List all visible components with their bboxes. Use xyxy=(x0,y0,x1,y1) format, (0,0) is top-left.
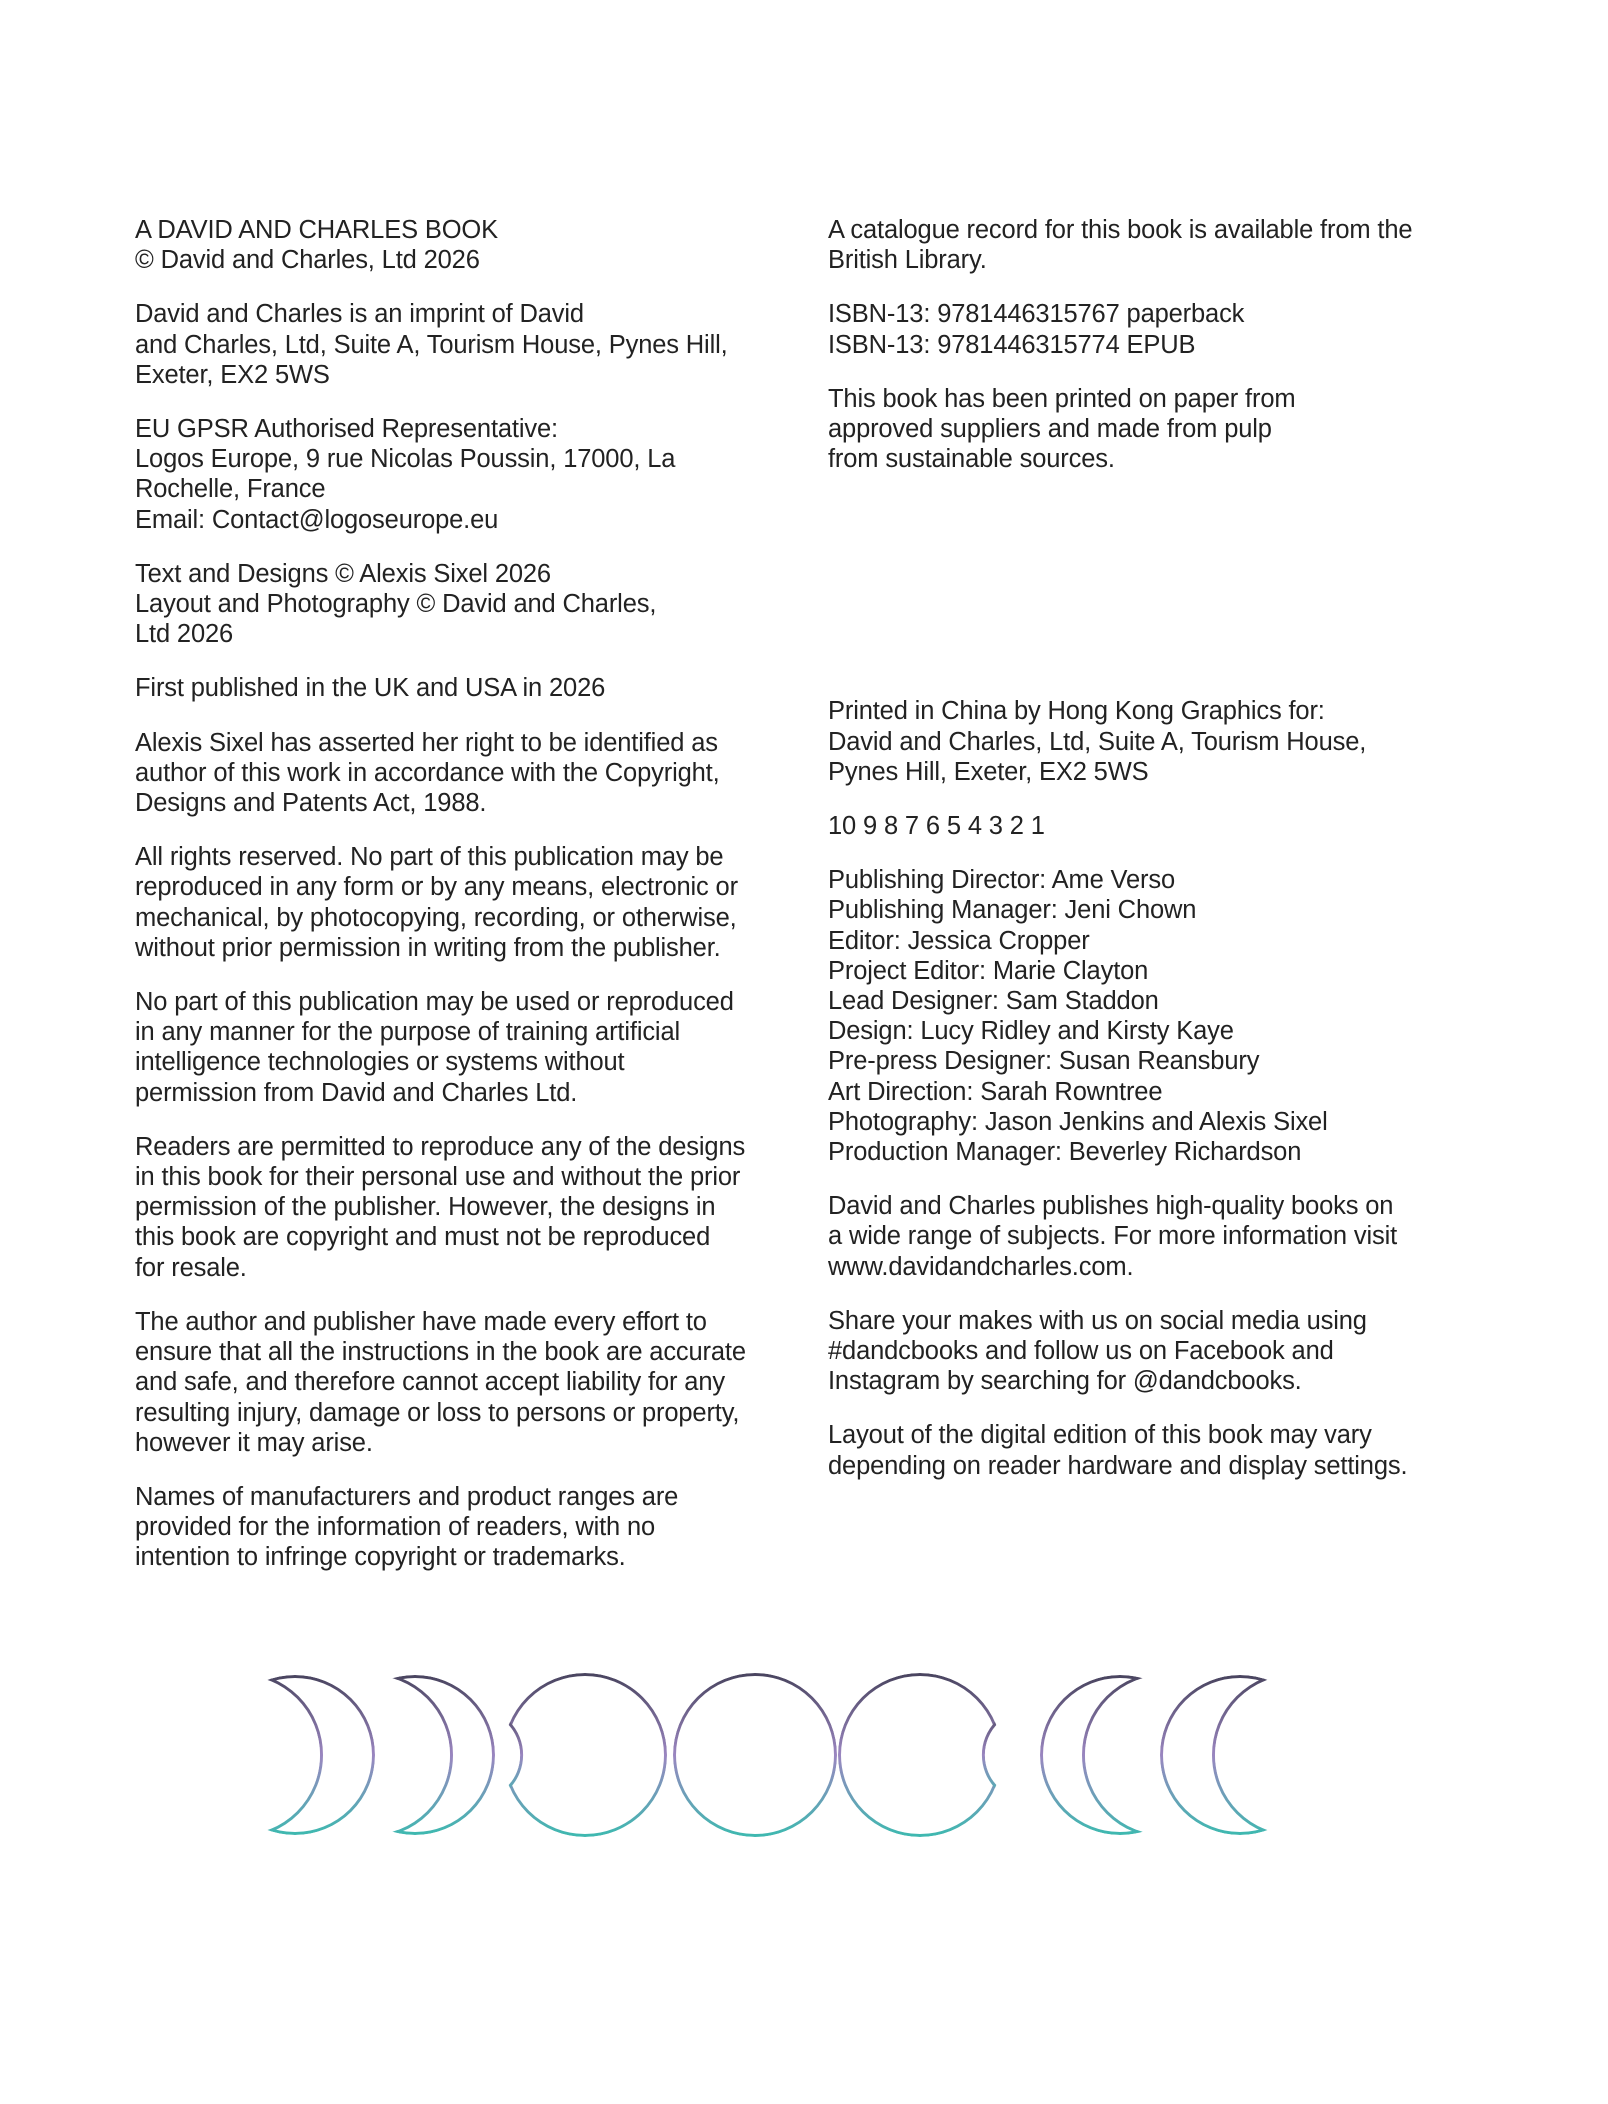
text-line: Publishing Manager: Jeni Chown xyxy=(828,896,1197,925)
text-line: approved suppliers and made from pulp xyxy=(828,415,1272,444)
text-line: in any manner for the purpose of training artificial xyxy=(135,1018,680,1047)
text-line: British Library. xyxy=(828,246,987,275)
text-line: Pynes Hill, Exeter, EX2 5WS xyxy=(828,757,1149,786)
text-line: Layout and Photography © David and Charles, xyxy=(135,590,657,619)
paragraph xyxy=(135,1307,775,1458)
text-line: No part of this publication may be used or reproduced xyxy=(135,988,734,1017)
moon-waxing-crescent-icon xyxy=(289,1674,496,1837)
text-line: permission of the publisher. However, the designs in xyxy=(135,1193,716,1222)
text-line: Design: Lucy Ridley and Kirsty Kaye xyxy=(828,1017,1234,1046)
text-line: Rochelle, France xyxy=(135,475,326,504)
right-column xyxy=(828,215,1468,1505)
paragraph xyxy=(135,559,775,650)
text-line: mechanical, by photocopying, recording, or otherwise, xyxy=(135,903,737,932)
text-line: Pre-press Designer: Susan Reansbury xyxy=(828,1047,1260,1076)
moon-waxing-crescent-icon xyxy=(240,1674,375,1837)
text-line: for resale. xyxy=(135,1253,247,1282)
moon-waning-crescent-icon xyxy=(1160,1674,1370,1837)
text-line: A catalogue record for this book is available from the xyxy=(828,216,1413,244)
moon-waning-gibbous-icon xyxy=(1040,1674,1247,1837)
paragraph xyxy=(135,1482,775,1573)
paragraph xyxy=(135,987,775,1108)
text-line: depending on reader hardware and display settings. xyxy=(828,1451,1408,1480)
paragraph xyxy=(828,696,1468,787)
text-line: www.davidandcharles.com. xyxy=(828,1252,1134,1281)
text-line: in this book for their personal use and without the prior xyxy=(135,1163,741,1192)
left-column xyxy=(135,215,775,1597)
text-line: Alexis Sixel has asserted her right to be identified as xyxy=(135,728,718,757)
text-line: however it may arise. xyxy=(135,1428,373,1457)
text-line: David and Charles publishes high-quality books on xyxy=(828,1192,1394,1221)
paragraph xyxy=(135,673,775,703)
paragraph xyxy=(828,1420,1468,1480)
moon-waxing-gibbous-icon xyxy=(428,1675,667,1836)
moon-phases-illustration xyxy=(240,1655,1370,1855)
text-line: Exeter, EX2 5WS xyxy=(135,360,330,389)
text-line: Art Direction: Sarah Rowntree xyxy=(828,1077,1163,1106)
text-line: this book are copyright and must not be reproduced xyxy=(135,1223,711,1252)
text-line: This book has been printed on paper from xyxy=(828,384,1296,413)
moon-full-icon xyxy=(673,1675,837,1836)
text-line: Layout of the digital edition of this book may vary xyxy=(828,1421,1372,1450)
text-line: Text and Designs © Alexis Sixel 2026 xyxy=(135,559,551,588)
text-line: Photography: Jason Jenkins and Alexis Sixel xyxy=(828,1107,1328,1136)
text-line: The author and publisher have made every effort to xyxy=(135,1307,707,1336)
text-line: provided for the information of readers, with no xyxy=(135,1513,656,1542)
text-line: #dandcbooks and follow us on Facebook and xyxy=(828,1337,1334,1366)
text-line: Names of manufacturers and product ranges are xyxy=(135,1482,679,1511)
paragraph xyxy=(135,728,775,819)
text-line: and safe, and therefore cannot accept liability for any xyxy=(135,1368,725,1397)
text-line: Logos Europe, 9 rue Nicolas Poussin, 17000, La xyxy=(135,445,676,474)
text-line: ISBN-13: 9781446315774 EPUB xyxy=(828,330,1196,359)
text-line: All rights reserved. No part of this publication may be xyxy=(135,843,724,872)
text-line: 10 9 8 7 6 5 4 3 2 1 xyxy=(828,812,1045,841)
text-line: ISBN-13: 9781446315767 paperback xyxy=(828,300,1245,329)
text-line: and Charles, Ltd, Suite A, Tourism House, Pynes Hill, xyxy=(135,330,728,359)
text-line: Designs and Patents Act, 1988. xyxy=(135,789,487,818)
right-column-bottom xyxy=(828,696,1468,1480)
paragraph xyxy=(135,215,775,275)
text-line: reproduced in any form or by any means, electronic or xyxy=(135,873,738,902)
text-line: A DAVID AND CHARLES BOOK xyxy=(135,216,498,244)
paragraph xyxy=(828,215,1468,275)
right-column-top xyxy=(828,215,1468,474)
text-line: Ltd 2026 xyxy=(135,620,234,649)
text-line: ensure that all the instructions in the book are accurate xyxy=(135,1338,746,1367)
text-line: David and Charles is an imprint of David xyxy=(135,300,584,329)
paragraph xyxy=(828,865,1468,1167)
paragraph xyxy=(135,1132,775,1283)
paragraph xyxy=(828,299,1468,359)
paragraph xyxy=(135,842,775,963)
paragraph xyxy=(135,414,775,535)
text-line: Readers are permitted to reproduce any of the designs xyxy=(135,1132,746,1161)
text-line: a wide range of subjects. For more information visit xyxy=(828,1222,1398,1251)
right-column-gap xyxy=(828,498,1468,696)
text-line: Instagram by searching for @dandcbooks. xyxy=(828,1367,1302,1396)
text-line: resulting injury, damage or loss to persons or property, xyxy=(135,1398,740,1427)
paragraph xyxy=(135,299,775,390)
paragraph xyxy=(828,1191,1468,1282)
text-line: Production Manager: Beverley Richardson xyxy=(828,1138,1302,1167)
text-line: Share your makes with us on social media using xyxy=(828,1306,1367,1335)
text-line: Editor: Jessica Cropper xyxy=(828,926,1090,955)
text-line: Lead Designer: Sam Staddon xyxy=(828,987,1159,1016)
text-line: First published in the UK and USA in 2026 xyxy=(135,674,606,703)
text-line: Email: Contact@logoseurope.eu xyxy=(135,505,499,534)
paragraph xyxy=(828,384,1468,475)
paragraph xyxy=(828,811,1468,841)
text-line: without prior permission in writing from the publisher. xyxy=(135,933,721,962)
text-line: from sustainable sources. xyxy=(828,445,1115,474)
text-line: intelligence technologies or systems without xyxy=(135,1048,625,1077)
text-line: David and Charles, Ltd, Suite A, Tourism House, xyxy=(828,727,1367,756)
text-line: Project Editor: Marie Clayton xyxy=(828,956,1149,985)
text-line: intention to infringe copyright or trademarks. xyxy=(135,1543,626,1572)
text-line: Printed in China by Hong Kong Graphics for: xyxy=(828,697,1325,726)
paragraph xyxy=(828,1306,1468,1397)
text-line: permission from David and Charles Ltd. xyxy=(135,1078,578,1107)
text-line: © David and Charles, Ltd 2026 xyxy=(135,246,480,275)
text-line: Publishing Director: Ame Verso xyxy=(828,866,1175,895)
text-line: author of this work in accordance with the Copyright, xyxy=(135,758,720,787)
text-line: EU GPSR Authorised Representative: xyxy=(135,415,558,444)
